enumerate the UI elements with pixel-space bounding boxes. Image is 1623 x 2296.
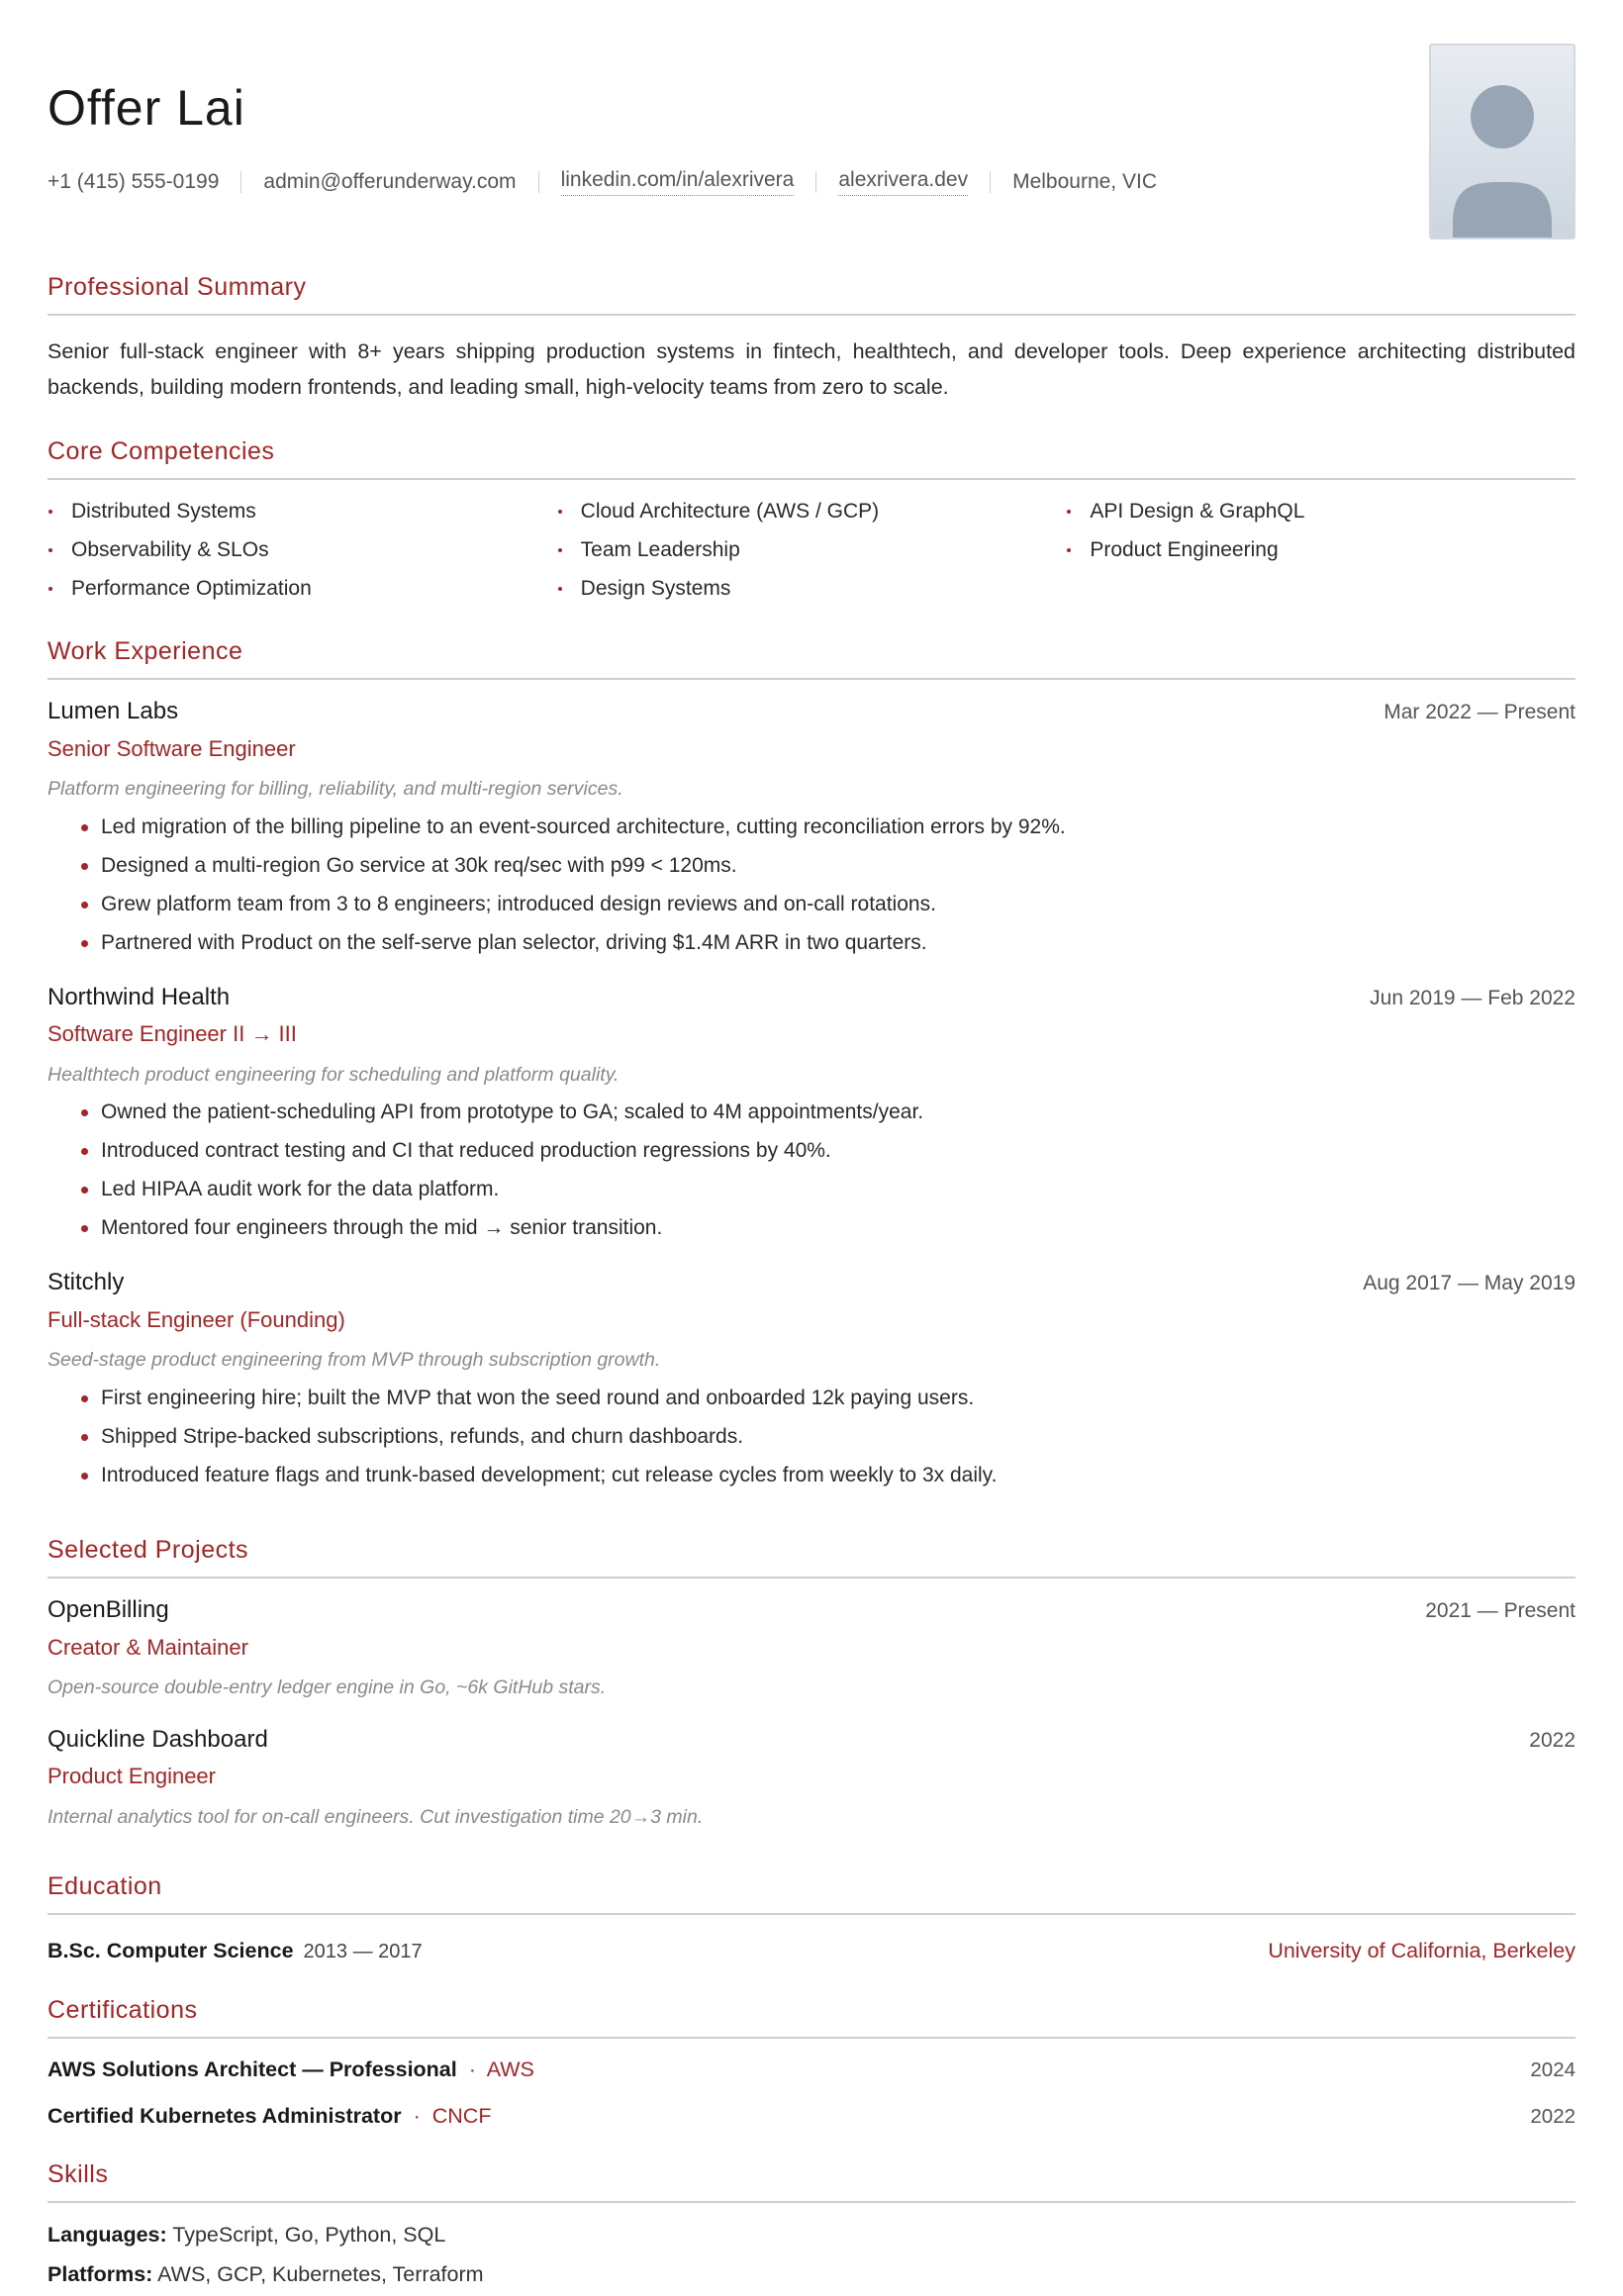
project-dates: 2021 — Present <box>1425 1599 1575 1622</box>
job-entry <box>48 984 1575 1248</box>
skills-section <box>48 2162 1575 2294</box>
section-title-experience: Work Experience <box>48 639 1575 680</box>
linkedin-link[interactable]: linkedin.com/in/alexrivera <box>561 168 795 196</box>
project-entry <box>48 1596 1575 1700</box>
contact-divider <box>240 171 241 193</box>
education-entry <box>48 1939 1575 1963</box>
competency-item: Product Engineering <box>1066 530 1575 569</box>
certification-name: Certified Kubernetes Administrator <box>48 2104 402 2128</box>
skills-list <box>48 2215 1575 2294</box>
job-bullets <box>48 1379 1575 1494</box>
certification-year: 2024 <box>1530 2058 1575 2081</box>
job-summary: Healthtech product engineering for scheduling and platform quality. <box>48 1063 620 1086</box>
section-title-education: Education <box>48 1874 1575 1915</box>
skill-values: AWS, GCP, Kubernetes, Terraform <box>157 2262 484 2286</box>
project-role: Product Engineer <box>48 1764 216 1789</box>
job-dates: Mar 2022 — Present <box>1384 701 1575 723</box>
job-dates: Aug 2017 — May 2019 <box>1363 1272 1575 1295</box>
company-name: Stitchly <box>48 1269 125 1296</box>
education-years: 2013 — 2017 <box>303 1941 423 1962</box>
certifications-section <box>48 1998 1575 2140</box>
website-link[interactable]: alexrivera.dev <box>838 168 968 196</box>
contact-divider <box>990 171 991 193</box>
job-title: Senior Software Engineer <box>48 735 296 761</box>
skill-label: Languages: <box>48 2223 167 2247</box>
job-bullets <box>48 808 1575 962</box>
certification-entry <box>48 2093 1575 2140</box>
skill-values: TypeScript, Go, Python, SQL <box>172 2223 446 2247</box>
competency-item: Team Leadership <box>557 530 1067 569</box>
skill-row <box>48 2254 1575 2294</box>
achievement-bullet: Grew platform team from 3 to 8 engineers; introduced design reviews and on-call rotations. <box>48 885 1575 923</box>
avatar-placeholder-icon <box>1431 46 1574 238</box>
achievement-bullet: First engineering hire; built the MVP that won the seed round and onboarded 12k paying users. <box>48 1379 1575 1417</box>
job-entry <box>48 1269 1575 1494</box>
job-title: Full-stack Engineer (Founding) <box>48 1306 345 1332</box>
experience-section <box>48 639 1575 1494</box>
company-name: Northwind Health <box>48 983 231 1010</box>
section-title-certifications: Certifications <box>48 1998 1575 2039</box>
job-entry <box>48 698 1575 962</box>
section-title-projects: Selected Projects <box>48 1538 1575 1578</box>
job-summary: Seed-stage product engineering from MVP through subscription growth. <box>48 1349 661 1372</box>
competency-item: Observability & SLOs <box>48 530 557 569</box>
competency-item: Performance Optimization <box>48 569 557 608</box>
contact-divider <box>815 171 816 193</box>
achievement-bullet: Introduced feature flags and trunk-based development; cut release cycles from weekly to 3x daily. <box>48 1456 1575 1494</box>
project-name: Quickline Dashboard <box>48 1725 268 1753</box>
certification-name: AWS Solutions Architect — Professional <box>48 2057 457 2081</box>
profile-photo <box>1429 44 1575 239</box>
achievement-bullet: Led migration of the billing pipeline to an event-sourced architecture, cutting reconciliation errors by 92%. <box>48 808 1575 846</box>
achievement-bullet: Partnered with Product on the self-serve plan selector, driving $1.4M ARR in two quarters. <box>48 923 1575 962</box>
skill-label: Platforms: <box>48 2262 153 2286</box>
project-summary: Open-source double-entry ledger engine in Go, ~6k GitHub stars. <box>48 1676 607 1699</box>
degree: B.Sc. Computer Science <box>48 1939 294 1962</box>
certification-list <box>48 2047 1575 2140</box>
separator-dot: · <box>468 2057 476 2081</box>
company-name: Lumen Labs <box>48 698 179 724</box>
school-name: University of California, Berkeley <box>1268 1939 1575 1962</box>
summary-section <box>48 275 1575 405</box>
skill-row <box>48 2215 1575 2254</box>
achievement-bullet: Led HIPAA audit work for the data platform. <box>48 1170 1575 1208</box>
certification-issuer: CNCF <box>431 2104 492 2128</box>
achievement-bullet: Owned the patient-scheduling API from prototype to GA; scaled to 4M appointments/year. <box>48 1093 1575 1131</box>
candidate-name: Offer Lai <box>48 80 245 136</box>
certification-year: 2022 <box>1530 2105 1575 2128</box>
achievement-bullet: Designed a multi-region Go service at 30k req/sec with p99 < 120ms. <box>48 846 1575 885</box>
competency-grid <box>48 492 1575 608</box>
section-title-summary: Professional Summary <box>48 275 1575 316</box>
achievement-bullet: Introduced contract testing and CI that reduced production regressions by 40%. <box>48 1131 1575 1170</box>
resume-header <box>48 0 1575 277</box>
achievement-bullet: Shipped Stripe-backed subscriptions, refunds, and churn dashboards. <box>48 1417 1575 1456</box>
phone-number: +1 (415) 555-0199 <box>48 170 220 193</box>
project-role: Creator & Maintainer <box>48 1634 248 1660</box>
job-bullets <box>48 1093 1575 1247</box>
email-address: admin@offerunderway.com <box>263 170 517 193</box>
competencies-section <box>48 439 1575 608</box>
job-dates: Jun 2019 — Feb 2022 <box>1370 986 1575 1009</box>
contact-divider <box>538 171 539 193</box>
project-name: OpenBilling <box>48 1596 169 1623</box>
certification-issuer: AWS <box>486 2057 534 2081</box>
project-dates: 2022 <box>1529 1728 1575 1752</box>
competency-item: Cloud Architecture (AWS / GCP) <box>557 492 1067 530</box>
contact-bar <box>48 168 1157 196</box>
project-summary: Internal analytics tool for on-call engineers. Cut investigation time 20→3 min. <box>48 1805 704 1828</box>
competency-item: API Design & GraphQL <box>1066 492 1575 530</box>
education-section <box>48 1874 1575 1963</box>
section-title-competencies: Core Competencies <box>48 439 1575 480</box>
project-entry <box>48 1726 1575 1830</box>
summary-text: Senior full-stack engineer with 8+ years shipping production systems in fintech, healthtech, and developer tools. Deep experience architecting distributed backends, building modern frontends, and leading small, high-velocity teams from zero to scale. <box>48 339 1575 399</box>
section-title-skills: Skills <box>48 2162 1575 2203</box>
competency-item: Design Systems <box>557 569 1067 608</box>
job-title: Software Engineer II → III <box>48 1021 297 1047</box>
location: Melbourne, VIC <box>1012 170 1157 193</box>
projects-section <box>48 1538 1575 1829</box>
achievement-bullet: Mentored four engineers through the mid → senior transition. <box>48 1208 1575 1247</box>
certification-entry <box>48 2047 1575 2093</box>
competency-item: Distributed Systems <box>48 492 557 530</box>
job-summary: Platform engineering for billing, reliability, and multi-region services. <box>48 778 623 801</box>
separator-dot: · <box>413 2104 421 2128</box>
